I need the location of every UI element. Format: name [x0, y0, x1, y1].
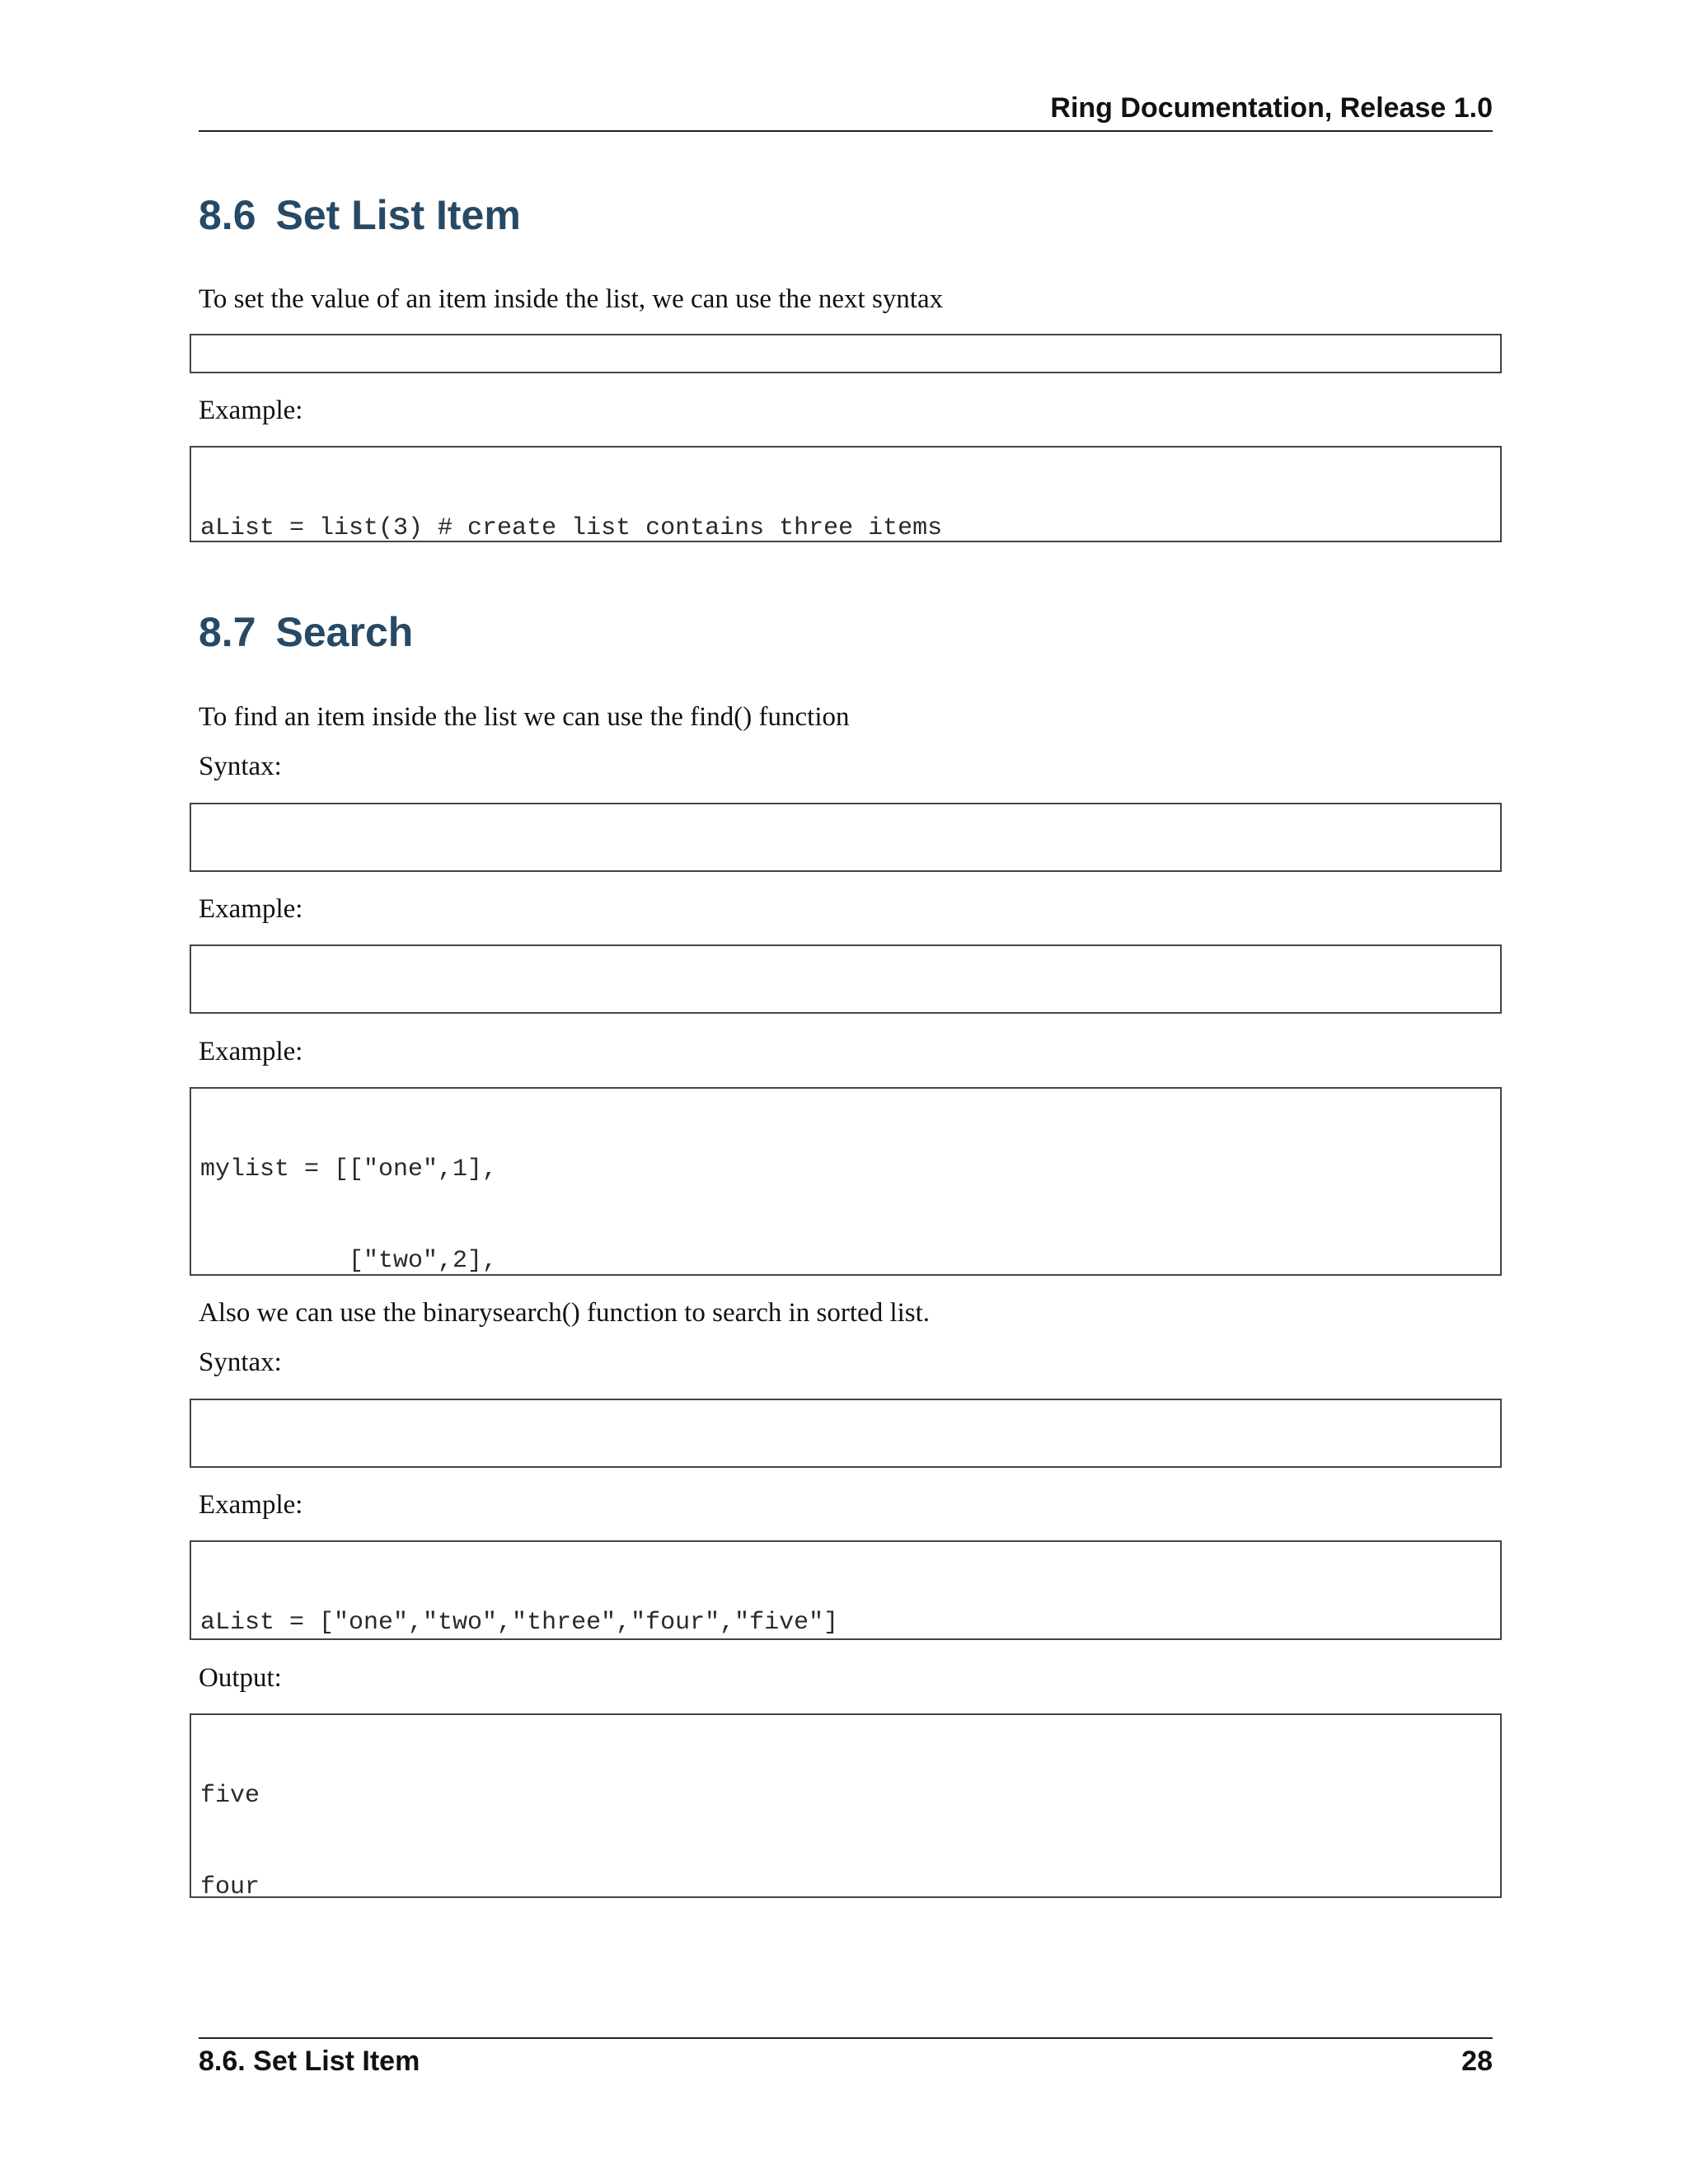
code-block-find-example-2 [190, 1087, 1502, 1276]
header-rule [199, 130, 1493, 132]
code-line [200, 870, 1492, 872]
syntax-label: Syntax: [199, 1347, 282, 1377]
binarysearch-intro: Also we can use the binarysearch() function to search in sorted list. [199, 1298, 931, 1328]
section-number: 8.7 [199, 609, 256, 655]
section-title: Set List Item [275, 192, 521, 238]
footer-section-ref: 8.6. Set List Item [199, 2046, 420, 2077]
section-title: Search [275, 609, 414, 655]
section-heading-set-list-item [199, 191, 521, 239]
code-line [200, 1012, 1492, 1014]
section-heading-search [199, 608, 413, 656]
example-label: Example: [199, 1037, 303, 1066]
syntax-label: Syntax: [199, 752, 282, 781]
code-block-find-syntax [190, 803, 1502, 872]
code-line [200, 1466, 1492, 1468]
example-label: Example: [199, 1490, 303, 1520]
code-line: mylist = [["one",1], [200, 1155, 498, 1183]
set-list-item-intro: To set the value of an item inside the list, we can use the next syntax [199, 284, 944, 314]
code-block-set-syntax [190, 334, 1502, 373]
output-label: Output: [199, 1663, 282, 1693]
search-intro: To find an item inside the list we can use the find() function [199, 702, 850, 732]
code-line: ["two",2], [200, 1247, 498, 1275]
code-block-find-example-1 [190, 944, 1502, 1014]
code-block-output [190, 1713, 1502, 1898]
example-label: Example: [199, 396, 303, 425]
running-header: Ring Documentation, Release 1.0 [1050, 92, 1493, 124]
code-block-binarysearch-example [190, 1540, 1502, 1640]
code-line: five [200, 1782, 260, 1810]
code-line: four [200, 1873, 260, 1898]
code-block-binarysearch-syntax [190, 1399, 1502, 1468]
page-number: 28 [1461, 2046, 1493, 2077]
section-number: 8.6 [199, 192, 256, 238]
code-block-set-example [190, 446, 1502, 542]
code-line: aList = list(3) # create list contains three items [200, 514, 943, 542]
footer-rule [199, 2037, 1493, 2039]
code-line: aList = ["one","two","three","four","five"] [200, 1609, 839, 1637]
example-label: Example: [199, 894, 303, 924]
